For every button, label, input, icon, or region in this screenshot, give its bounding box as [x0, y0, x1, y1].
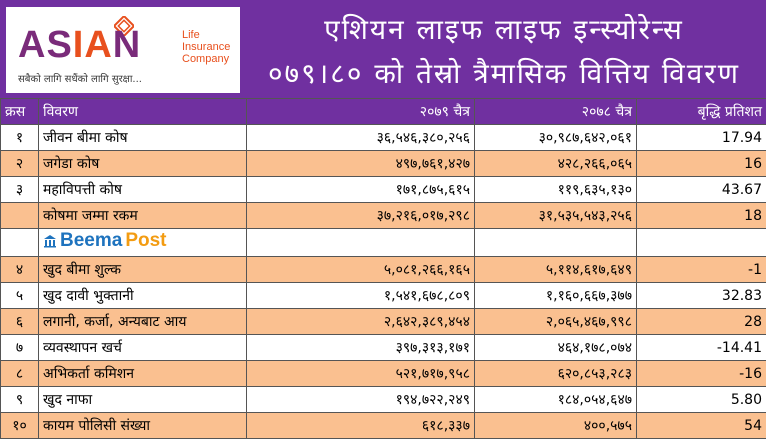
- cell-watermark: [39, 229, 247, 257]
- cell-empty: [1, 229, 39, 257]
- cell-growth: 16: [637, 151, 766, 177]
- cell-sn: १: [1, 125, 39, 151]
- cell-item: कायम पोलिसी संख्या: [39, 413, 247, 439]
- col-header-growth: बृद्धि प्रतिशत: [637, 99, 766, 125]
- logo-subtitle: Life Insurance Company: [182, 29, 238, 65]
- cell-growth: -14.41: [637, 335, 766, 361]
- cell-2079: ३७,२१६,०१७,२९८: [247, 203, 475, 229]
- table-row: [1, 309, 766, 335]
- cell-2078: ५,११४,६१७,६४९: [475, 257, 637, 283]
- cell-growth: -1: [637, 257, 766, 283]
- cell-2078: ११९,६३५,१३०: [475, 177, 637, 203]
- cell-item: अभिकर्ता कमिशन: [39, 361, 247, 387]
- cell-sn: ६: [1, 309, 39, 335]
- cell-2079: ४९७,७६१,४२७: [247, 151, 475, 177]
- cell-2079: ३६,५४६,३८०,२५६: [247, 125, 475, 151]
- cell-item: खुद नाफा: [39, 387, 247, 413]
- cell-sn: ३: [1, 177, 39, 203]
- cell-2078: ६२०,८५३,२८३: [475, 361, 637, 387]
- col-header-2079: २०७९ चैत्र: [247, 99, 475, 125]
- cell-item: खुद दावी भुक्तानी: [39, 283, 247, 309]
- cell-growth: 43.67: [637, 177, 766, 203]
- cell-empty: [475, 229, 637, 257]
- cell-item: कोषमा जम्मा रकम: [39, 203, 247, 229]
- beemapost-watermark: Beema Post: [43, 229, 167, 253]
- cell-2078: ३१,५३५,५४३,२५६: [475, 203, 637, 229]
- table-row: [1, 387, 766, 413]
- cell-2078: ४२८,२६६,०६५: [475, 151, 637, 177]
- cell-empty: [247, 229, 475, 257]
- cell-growth: -16: [637, 361, 766, 387]
- cell-growth: 28: [637, 309, 766, 335]
- cell-2078: १८४,०५४,६४७: [475, 387, 637, 413]
- cell-sn: ८: [1, 361, 39, 387]
- cell-2078: १,१६०,६६७,३७७: [475, 283, 637, 309]
- table-row: [1, 203, 766, 229]
- page-title-line1: एशियन लाइफ लाइफ इन्स्योरेन्स: [246, 10, 762, 48]
- logo-wordmark: ASIAN: [18, 25, 141, 65]
- cell-sn: ९: [1, 387, 39, 413]
- cell-2079: २,६४२,३८९,४५४: [247, 309, 475, 335]
- cell-growth: 32.83: [637, 283, 766, 309]
- cell-sn: ५: [1, 283, 39, 309]
- cell-empty: [637, 229, 766, 257]
- table-row: [1, 151, 766, 177]
- cell-2078: २,०६५,४६७,९९८: [475, 309, 637, 335]
- cell-growth: 5.80: [637, 387, 766, 413]
- header-banner: [0, 0, 766, 98]
- table-row: [1, 335, 766, 361]
- table-row: [1, 257, 766, 283]
- cell-2079: ५,०८१,२६६,१६५: [247, 257, 475, 283]
- cell-sn: ७: [1, 335, 39, 361]
- col-header-item: विवरण: [39, 99, 247, 125]
- cell-growth: 18: [637, 203, 766, 229]
- building-icon: [43, 234, 57, 248]
- table-row: [1, 125, 766, 151]
- cell-2078: ४००,५७५: [475, 413, 637, 439]
- table-row: [1, 177, 766, 203]
- cell-item: जगेडा कोष: [39, 151, 247, 177]
- cell-2078: ३०,९८७,६४२,०६१: [475, 125, 637, 151]
- col-header-2078: २०७८ चैत्र: [475, 99, 637, 125]
- cell-item: व्यवस्थापन खर्च: [39, 335, 247, 361]
- cell-item: खुद बीमा शुल्क: [39, 257, 247, 283]
- logo-tagline: सबैको लागि सधैंको लागि सुरक्षा...: [18, 71, 142, 85]
- cell-2079: ५२१,७१७,९५८: [247, 361, 475, 387]
- table-header-row: [1, 99, 766, 125]
- cell-item: लगानी, कर्जा, अन्यबाट आय: [39, 309, 247, 335]
- table-row: [1, 361, 766, 387]
- page-title-line2: ०७९।८० को तेस्रो त्रैमासिक वित्तिय विवरण: [246, 54, 762, 92]
- cell-2079: १९४,७२२,२४९: [247, 387, 475, 413]
- cell-2078: ४६४,१७८,०७४: [475, 335, 637, 361]
- cell-sn: ४: [1, 257, 39, 283]
- table-row: [1, 413, 766, 439]
- cell-growth: 54: [637, 413, 766, 439]
- cell-item: जीवन बीमा कोष: [39, 125, 247, 151]
- cell-sn: १०: [1, 413, 39, 439]
- watermark-row: [1, 229, 766, 257]
- cell-sn: [1, 203, 39, 229]
- financial-table: [0, 98, 766, 439]
- cell-growth: 17.94: [637, 125, 766, 151]
- cell-2079: १,५४१,६७८,८०९: [247, 283, 475, 309]
- company-logo: [6, 7, 240, 93]
- cell-item: महाविपत्ती कोष: [39, 177, 247, 203]
- cell-2079: १७१,८७५,६१५: [247, 177, 475, 203]
- table-row: [1, 283, 766, 309]
- cell-sn: २: [1, 151, 39, 177]
- col-header-sn: क्रस: [1, 99, 39, 125]
- cell-2079: ६१८,३३७: [247, 413, 475, 439]
- cell-2079: ३९७,३१३,१७१: [247, 335, 475, 361]
